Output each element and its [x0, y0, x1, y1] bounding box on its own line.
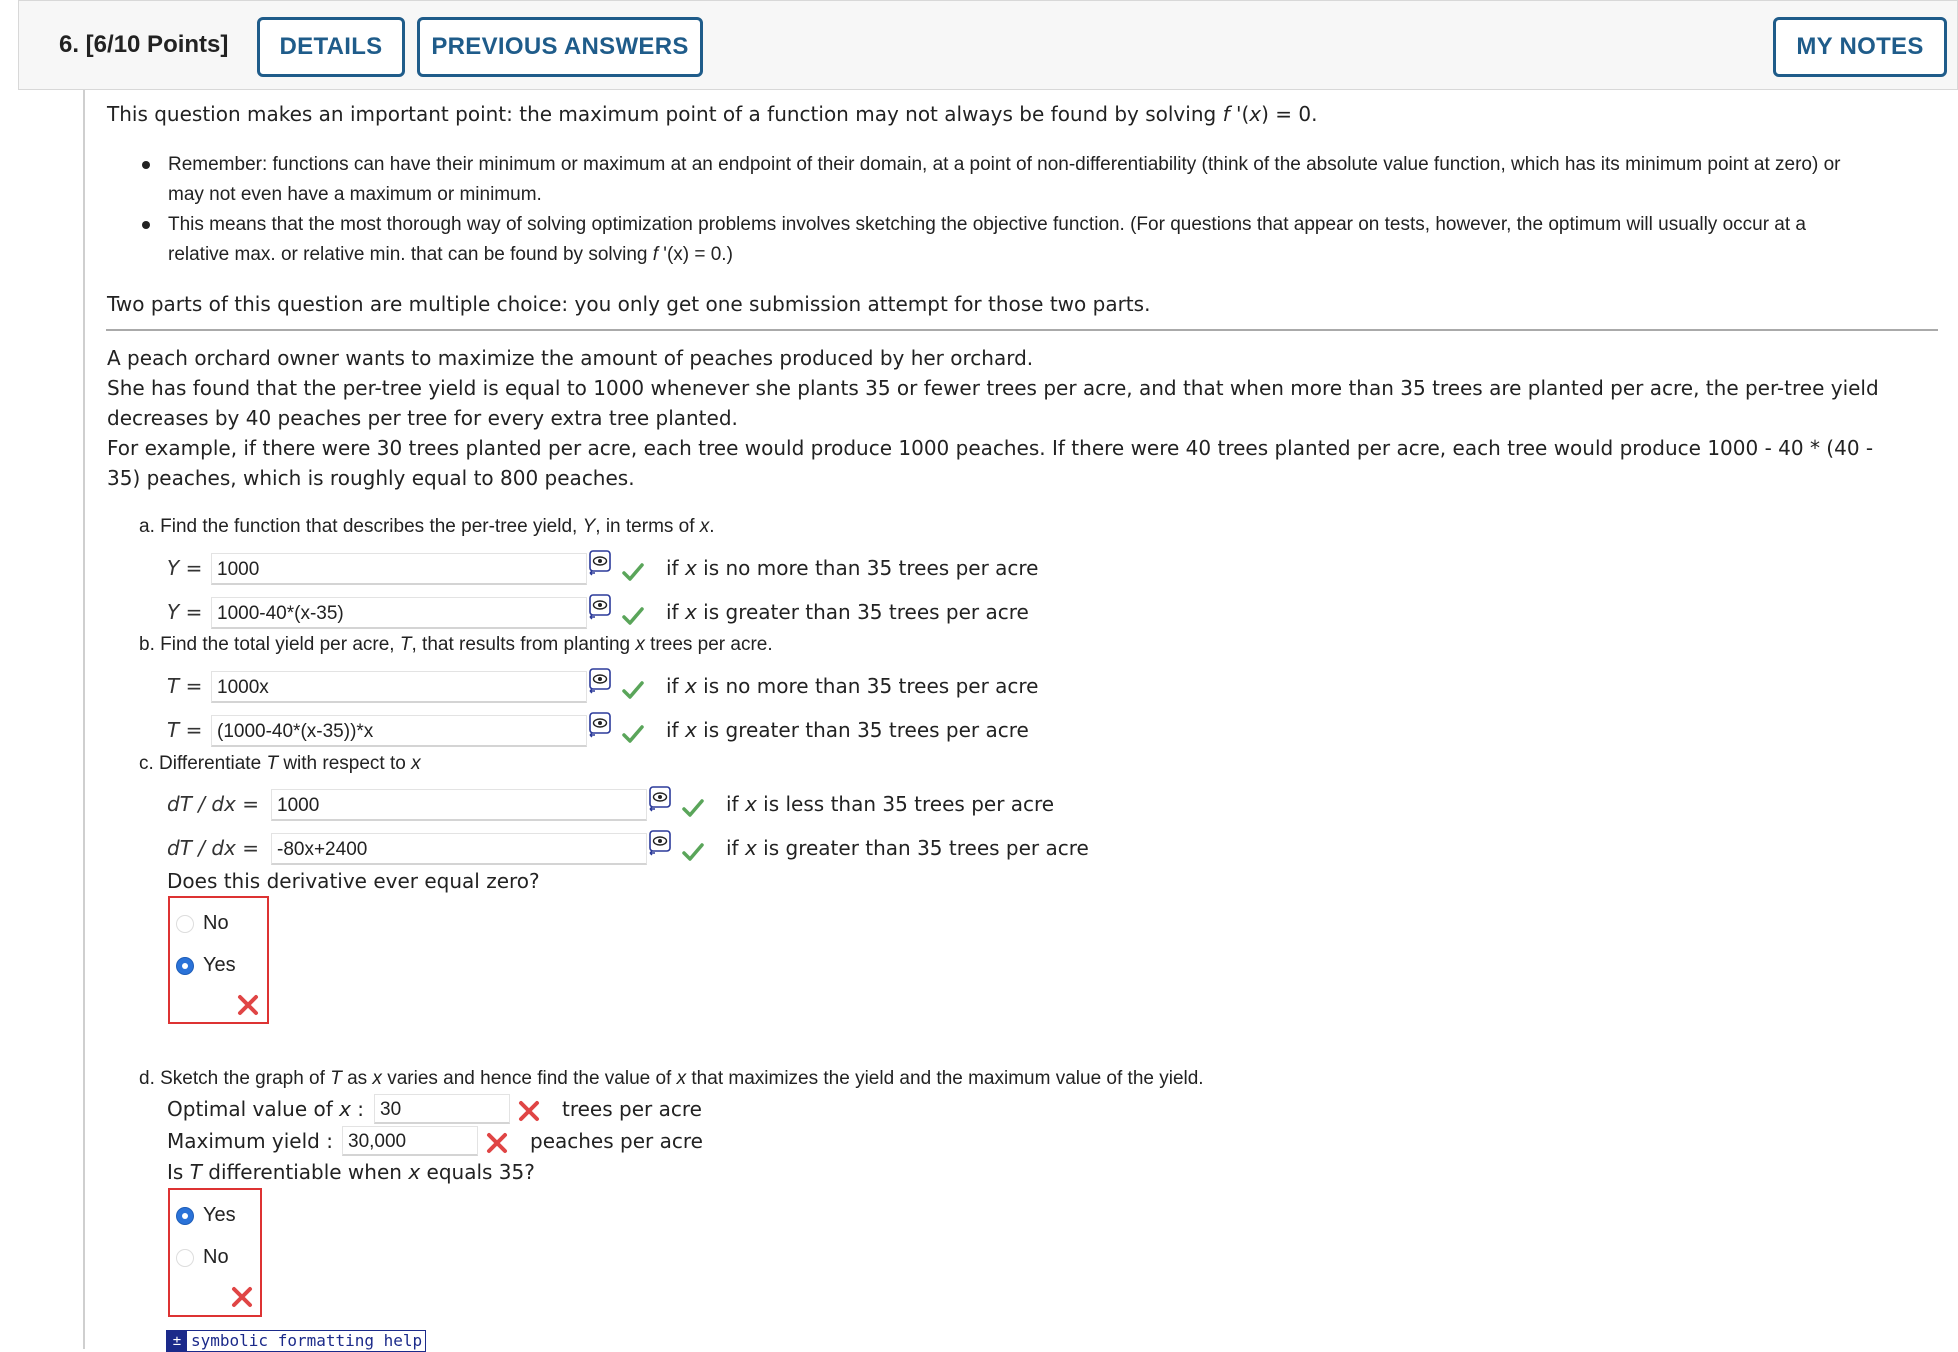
problem-line-3: decreases by 40 peaches per tree for every extra tree planted. — [107, 406, 738, 430]
previous-answers-button[interactable]: PREVIOUS ANSWERS — [417, 17, 703, 77]
incorrect-x-icon — [236, 993, 260, 1017]
correct-check-icon — [621, 679, 645, 701]
incorrect-x-icon — [485, 1131, 509, 1155]
incorrect-x-icon — [230, 1285, 254, 1309]
part-c-label-1: dT / dx = — [167, 792, 260, 816]
problem-line-2: She has found that the per-tree yield is equal to 1000 whenever she plants 35 or fewer trees per acre, and that when more than 35 trees are planted per acre, the per-tree yield — [107, 376, 1879, 400]
question-number: 6. [6/10 Points] — [59, 31, 229, 58]
bullet2-line1: This means that the most thorough way of solving optimization problems involves sketching the objective function. (For questions that appear on tests, however, the optimum will usually occur at a — [168, 214, 1806, 235]
part-d-prompt: d. Sketch the graph of T as x varies and hence find the value of x that maximizes the yield and the maximum value of the yield. — [139, 1068, 1204, 1089]
part-d-choice-group — [168, 1188, 262, 1317]
choice-label-yes: Yes — [203, 1204, 236, 1226]
part-a-prompt: a. Find the function that describes the per-tree yield, Y, in terms of x. — [139, 516, 715, 537]
max-yield-unit: peaches per acre — [530, 1129, 703, 1153]
preview-eye-icon[interactable] — [587, 667, 613, 695]
details-button[interactable]: DETAILS — [257, 17, 405, 77]
part-c-condition-2: if x is greater than 35 trees per acre — [726, 836, 1089, 860]
part-b-prompt: b. Find the total yield per acre, T, that results from planting x trees per acre. — [139, 634, 773, 655]
intro-line: This question makes an important point: the maximum point of a function may not always be found by solving f '(x) = 0. — [107, 102, 1318, 126]
part-b-condition-2: if x is greater than 35 trees per acre — [666, 718, 1029, 742]
part-c-condition-1: if x is less than 35 trees per acre — [726, 792, 1055, 816]
part-a-label-2: Y = — [167, 600, 203, 624]
part-a-answer-2-input[interactable]: 1000-40*(x-35) — [211, 597, 587, 629]
radio-yes-selected[interactable] — [176, 1207, 194, 1225]
choice-label-no: No — [203, 912, 229, 934]
part-b-label-2: T = — [167, 718, 203, 742]
radio-yes-selected[interactable] — [176, 957, 194, 975]
part-c-prompt: c. Differentiate T with respect to x — [139, 753, 421, 774]
bullet2-line2: relative max. or relative min. that can be found by solving f '(x) = 0.) — [168, 244, 733, 265]
bullet-icon — [142, 221, 150, 229]
part-c-label-2: dT / dx = — [167, 836, 260, 860]
choice-label-no: No — [203, 1246, 229, 1268]
section-divider — [106, 329, 1938, 331]
bullet1-line2: may not even have a maximum or minimum. — [168, 184, 542, 205]
part-b-answer-2-input[interactable]: (1000-40*(x-35))*x — [211, 715, 587, 747]
correct-check-icon — [681, 841, 705, 863]
choice-label-yes: Yes — [203, 954, 236, 976]
left-divider — [83, 90, 85, 1349]
correct-check-icon — [681, 797, 705, 819]
part-a-condition-1: if x is no more than 35 trees per acre — [666, 556, 1039, 580]
max-yield-label: Maximum yield : — [167, 1129, 333, 1153]
correct-check-icon — [621, 605, 645, 627]
optimal-x-input[interactable]: 30 — [374, 1094, 510, 1124]
plus-minus-icon: ± — [167, 1331, 187, 1351]
part-a-label-1: Y = — [167, 556, 203, 580]
part-c-answer-1-input[interactable]: 1000 — [271, 789, 647, 821]
part-c-mc-question: Does this derivative ever equal zero? — [167, 869, 540, 893]
bullet-icon — [142, 161, 150, 169]
radio-no[interactable] — [176, 915, 194, 933]
preview-eye-icon[interactable] — [647, 785, 673, 813]
bullet1-line1: Remember: functions can have their minimum or maximum at an endpoint of their domain, at a point of non-differentiability (think of the absolute value function, which has its minimum point at zero) or — [168, 154, 1841, 175]
part-b-condition-1: if x is no more than 35 trees per acre — [666, 674, 1039, 698]
problem-line-1: A peach orchard owner wants to maximize the amount of peaches produced by her orchard. — [107, 346, 1034, 370]
correct-check-icon — [621, 561, 645, 583]
preview-eye-icon[interactable] — [587, 593, 613, 621]
max-yield-input[interactable]: 30,000 — [342, 1126, 478, 1156]
part-b-answer-1-input[interactable]: 1000x — [211, 671, 587, 703]
question-header — [18, 0, 1958, 90]
correct-check-icon — [621, 723, 645, 745]
problem-line-4: For example, if there were 30 trees planted per acre, each tree would produce 1000 peaches. If there were 40 trees planted per acre, each tree would produce 1000 - 40 * (40 - — [107, 436, 1874, 460]
symbolic-help-label: symbolic formatting help — [191, 1331, 423, 1350]
optimal-x-unit: trees per acre — [562, 1097, 702, 1121]
part-d-mc-question: Is T differentiable when x equals 35? — [167, 1160, 535, 1184]
multiple-choice-note: Two parts of this question are multiple choice: you only get one submission attempt for those two parts. — [107, 292, 1151, 316]
part-c-choice-group — [168, 896, 269, 1024]
part-c-answer-2-input[interactable]: -80x+2400 — [271, 833, 647, 865]
my-notes-button[interactable]: MY NOTES — [1773, 17, 1947, 77]
part-a-condition-2: if x is greater than 35 trees per acre — [666, 600, 1029, 624]
part-a-answer-1-input[interactable]: 1000 — [211, 553, 587, 585]
optimal-x-label: Optimal value of x : — [167, 1097, 365, 1121]
preview-eye-icon[interactable] — [587, 711, 613, 739]
problem-line-5: 35) peaches, which is roughly equal to 800 peaches. — [107, 466, 635, 490]
incorrect-x-icon — [517, 1099, 541, 1123]
preview-eye-icon[interactable] — [647, 829, 673, 857]
preview-eye-icon[interactable] — [587, 549, 613, 577]
part-b-label-1: T = — [167, 674, 203, 698]
radio-no[interactable] — [176, 1249, 194, 1267]
